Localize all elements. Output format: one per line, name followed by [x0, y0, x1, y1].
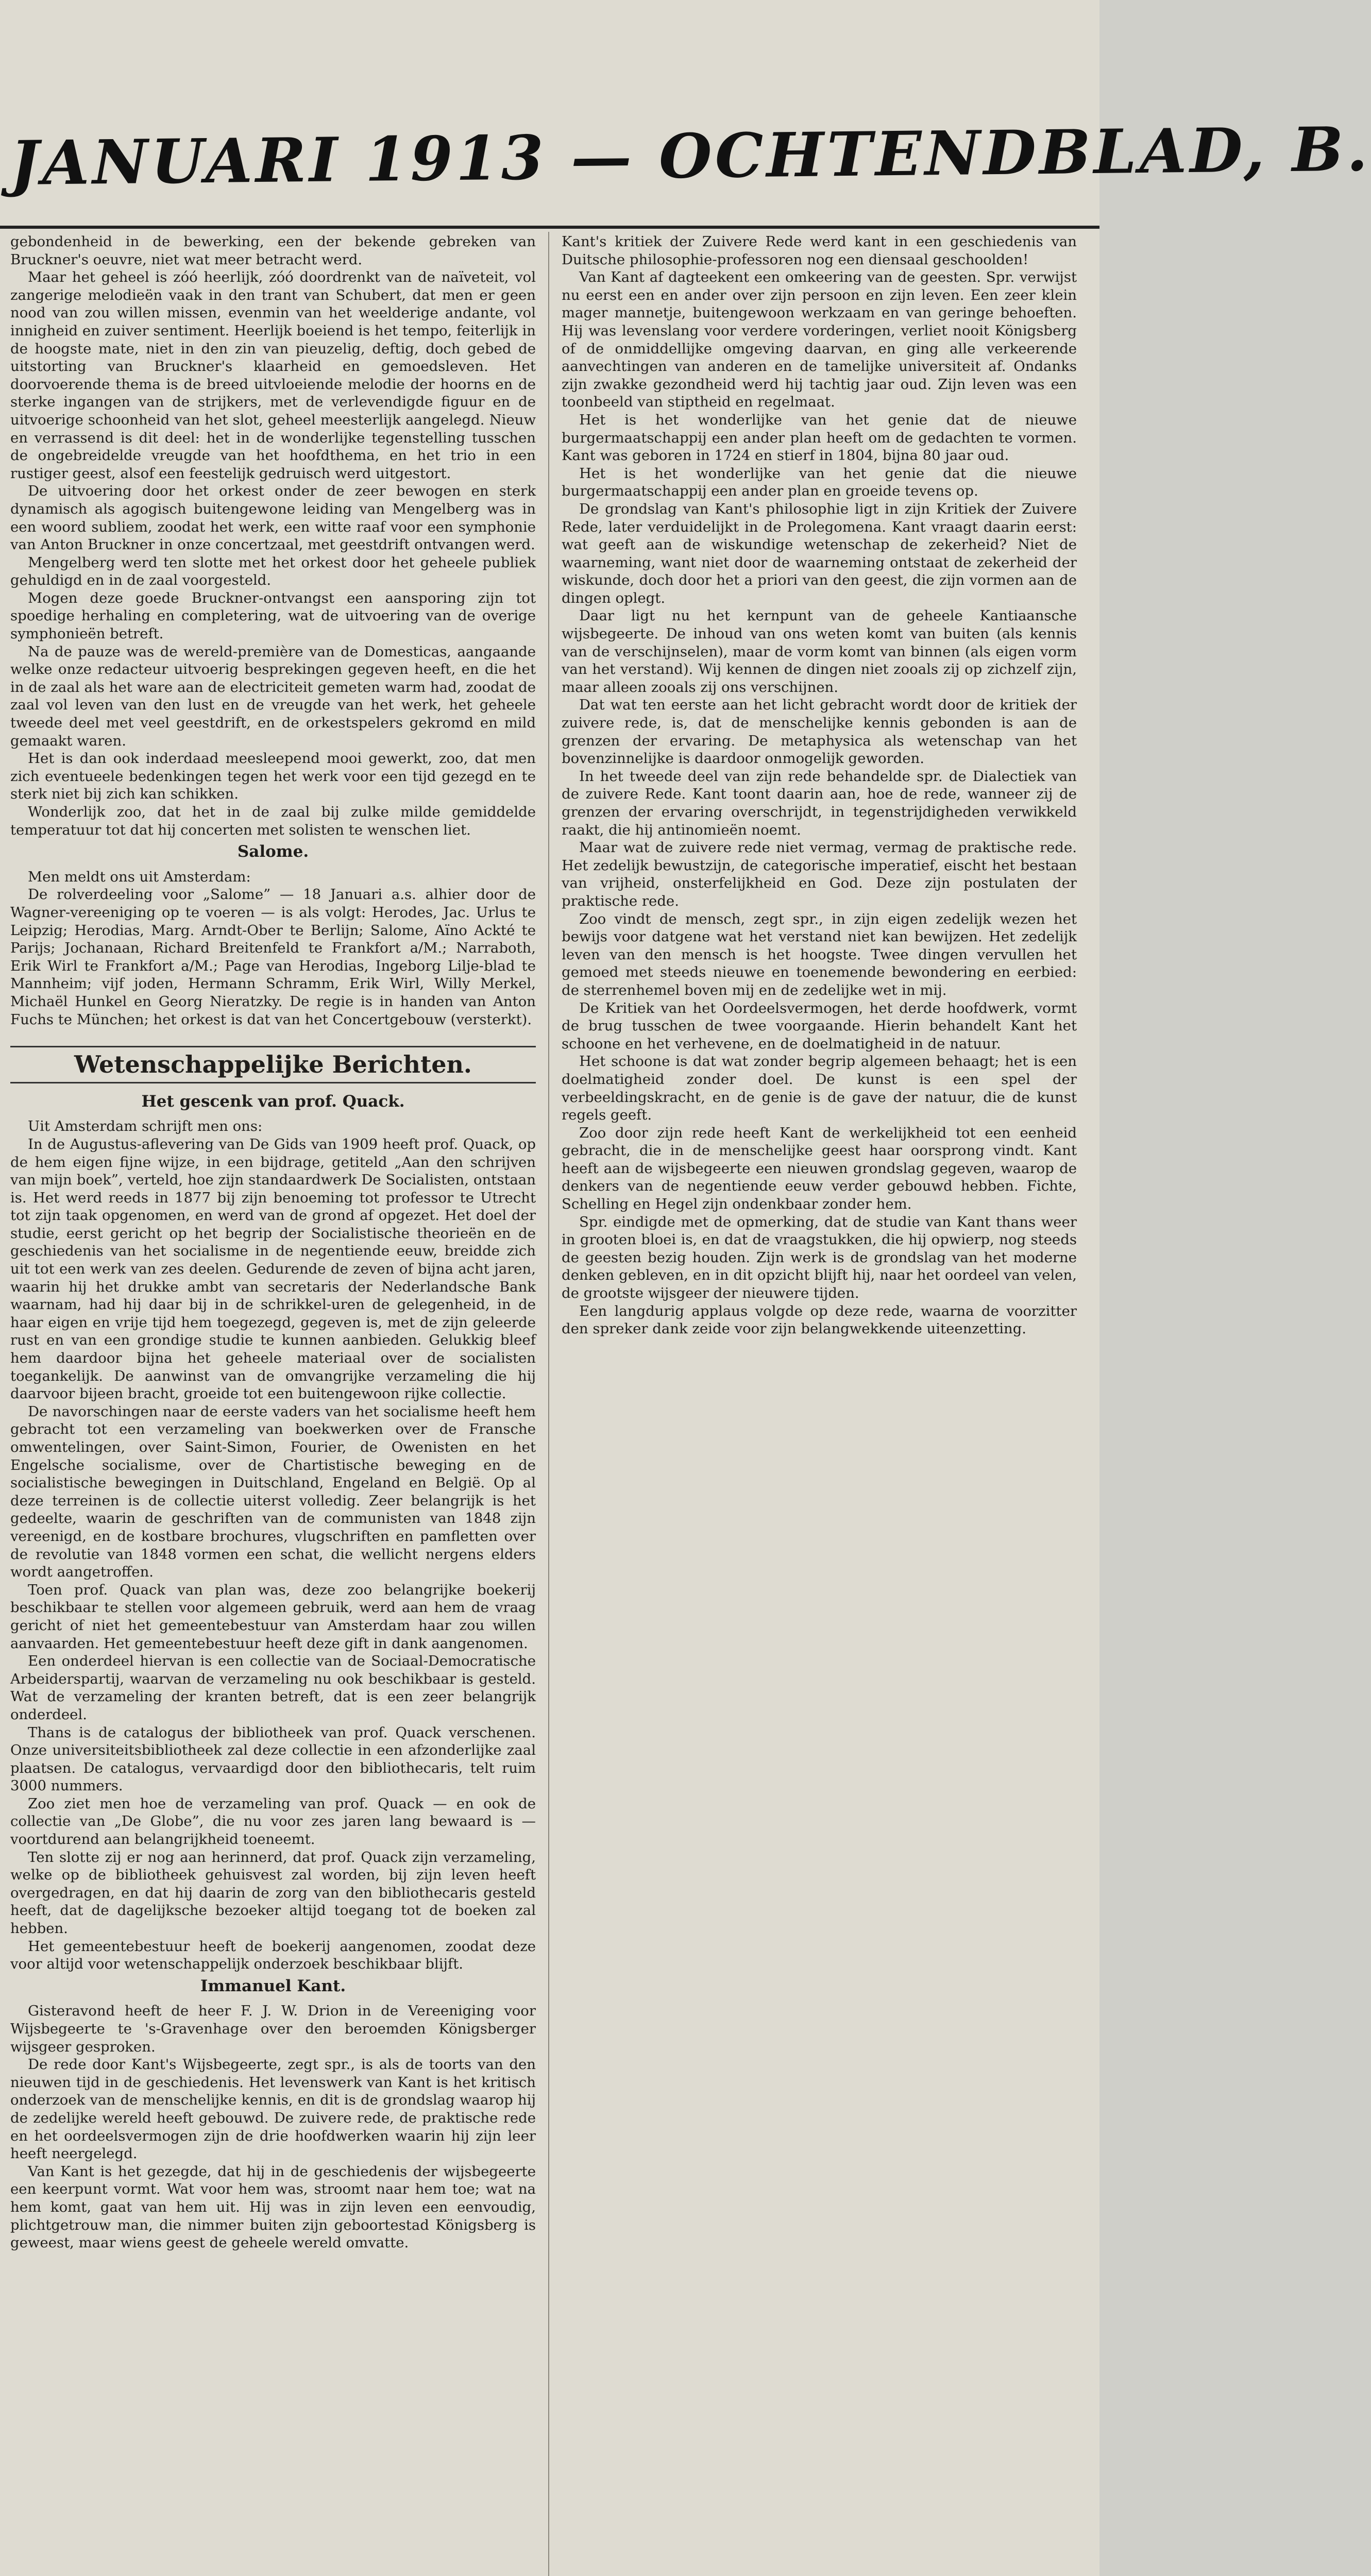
- article-heading-kant: Immanuel Kant.: [200, 1976, 346, 1995]
- paragraph: Het is het wonderlijke van het genie dat die nieuwe burgermaatschappij een ander plan en groeide tevens op.: [562, 465, 1077, 500]
- paragraph: Een langdurig applaus volgde op deze rede, waarna de voorzitter den spreker dank zeide voor zijn belangwekkende uiteenzetting.: [562, 1302, 1077, 1337]
- paragraph: Een onderdeel hiervan is een collectie van de Sociaal-Democratische Arbeiderspartij, waarvan de verzameling nu ook beschikbaar is gesteld. Wat de verzameling der kranten betreft, dat is een zeer belangrijk onderdeel.: [10, 1653, 536, 1723]
- paragraph: Het schoone is dat wat zonder begrip algemeen behaagt; het is een doelmatigheid zonder doel. De kunst is een spel der verbeeldingskracht, en de genie is de gave der natuur, die de kunst regels geeft.: [562, 1053, 1077, 1124]
- paragraph: In het tweede deel van zijn rede behandelde spr. de Dialectiek van de zuivere Rede. Kant toont daarin aan, hoe de rede, wanneer zij de grenzen der ervaring overschrijdt, in tegenstrijdigheden verwikkeld raakt, die hij antinomieën noemt.: [562, 768, 1077, 838]
- masthead-title: JANUARI 1913 — OCHTENDBLAD, B.: [10, 113, 1371, 199]
- article-heading-quack: Het gescenk van prof. Quack.: [141, 1092, 405, 1111]
- paragraph: Het gemeentebestuur heeft de boekerij aangenomen, zoodat deze voor altijd voor wetenschappelijk onderzoek beschikbaar blijft.: [10, 1938, 536, 1973]
- paragraph: Van Kant is het gezegde, dat hij in de geschiedenis der wijsbegeerte een keerpunt vormt. Wat voor hem was, stroomt naar hem toe; wat na hem komt, gaat van hem uit. Hij was in zijn leven een eenvoudig, plichtgetrouw man, die nimmer buiten zijn geboortestad Königsberg is geweest, maar wiens geest de geheele wereld omvatte.: [10, 2163, 536, 2251]
- section-heading-wetenschap: Wetenschappelijke Berichten.: [10, 1046, 536, 1083]
- paragraph: De rede door Kant's Wijsbegeerte, zegt spr., is als de toorts van den nieuwen tijd in de geschiedenis. Het levenswerk van Kant is het kritisch onderzoek van de menschelijke kennis, en dit is de grondslag waarop hij de zedelijke wereld heeft gebouwd. De zuivere rede, de praktische rede en het oordeelsvermogen zijn de drie hoofdwerken waarin hij zijn leer heeft neergelegd.: [10, 2056, 536, 2162]
- paragraph: Het is dan ook inderdaad meesleepend mooi gewerkt, zoo, dat men zich eventueele bedenkingen tegen het werk voor een tijd gezegd en te sterk niet bij zich kan schikken.: [10, 750, 536, 803]
- paragraph: Wonderlijk zoo, dat het in de zaal bij zulke milde gemiddelde temperatuur tot dat hij concerten met solisten te wenschen liet.: [10, 804, 536, 838]
- paragraph: De grondslag van Kant's philosophie ligt in zijn Kritiek der Zuivere Rede, later verduidelijkt in de Prolegomena. Kant vraagt daarin eerst: wat geeft aan de wiskundige wetenschap de zekerheid? Niet de waarneming, want niet door de waarneming ontstaat de zekerheid der wiskunde, doch door het a priori van den geest, die zijn vormen aan de dingen oplegt.: [562, 500, 1077, 606]
- masthead: [0, 113, 1371, 224]
- paragraph: Zoo door zijn rede heeft Kant de werkelijkheid tot een eenheid gebracht, die in de menschelijke geest haar oorsprong vindt. Kant heeft aan de wijsbegeerte een nieuwen grondslag gegeven, waarop de denkers van de negentiende eeuw verder gebouwd hebben. Fichte, Schelling en Hegel zijn ondenkbaar zonder hem.: [562, 1124, 1077, 1213]
- paragraph: De navorschingen naar de eerste vaders van het socialisme heeft hem gebracht tot een verzameling van boekwerken over de Fransche omwentelingen, over Saint-Simon, Fourier, de Owenisten en het Engelsche socialisme, over de Chartistische beweging en de socialistische bewegingen in Duitschland, Engeland en België. Op al deze terreinen is de collectie uiterst volledig. Zeer belangrijk is het gedeelte, waarin de geschriften van de communisten van 1848 zijn vereenigd, en de kostbare brochures, vlugschriften en pamfletten over de revolutie van 1848 vormen een schat, die wellicht nergens elders wordt aangetroffen.: [10, 1403, 536, 1581]
- paragraph: Spr. eindigde met de opmerking, dat de studie van Kant thans weer in grooten bloei is, en dat de vraagstukken, die hij opwierp, nog steeds de geesten bezig houden. Zijn werk is de grondslag van het moderne denken gebleven, en in dit opzicht blijft hij, naar het oordeel van velen, de grootste wijsgeer der nieuwere tijden.: [562, 1213, 1077, 1302]
- right-column: [562, 233, 1077, 2576]
- paragraph: Thans is de catalogus der bibliotheek van prof. Quack verschenen. Onze universiteitsbibliotheek zal deze collectie in een afzonderlijke zaal plaatsen. De catalogus, vervaardigd door den bibliothecaris, telt ruim 3000 nummers.: [10, 1724, 536, 1794]
- paragraph: Kant's kritiek der Zuivere Rede werd kant in een geschiedenis van Duitsche philosophie-professoren nog een diensaal geschoolden!: [562, 233, 1077, 268]
- paragraph: Men meldt ons uit Amsterdam:: [28, 868, 251, 885]
- paragraph: De Kritiek van het Oordeelsvermogen, het derde hoofdwerk, vormt de brug tusschen de twee voorgaande. Hierin behandelt Kant het schoone en het verhevene, en de doelmatigheid in de natuur.: [562, 999, 1077, 1052]
- paragraph: Gisteravond heeft de heer F. J. W. Drion in de Vereeniging voor Wijsbegeerte te 's-Gravenhage over den beroemden Königsberger wijsgeer gesproken.: [10, 2003, 536, 2055]
- paragraph: Zoo ziet men hoe de verzameling van prof. Quack — en ook de collectie van „De Globe”, die nu voor zes jaren lang bewaard is — voortdurend aan belangrijkheid toeneemt.: [10, 1795, 536, 1848]
- section-heading-salome: Salome.: [237, 842, 309, 861]
- paragraph: Na de pauze was de wereld-première van de Domesticas, aangaande welke onze redacteur uitvoerig besprekingen gegeven heeft, en die het in de zaal als het ware aan de electriciteit gemeten warm had, zoodat de zaal vol leven van den lust en de vreugde van het werk, het geheele tweede deel met veel geestdrift, en de orkestspelers gekromd en mild gemaakt waren.: [10, 643, 536, 749]
- paragraph: Toen prof. Quack van plan was, deze zoo belangrijke boekerij beschikbaar te stellen voor algemeen gebruik, werd aan hem de vraag gericht of niet het gemeentebestuur van Amsterdam haar zou willen aanvaarden. Het gemeentebestuur heeft deze gift in dank aangenomen.: [10, 1581, 536, 1652]
- paragraph: In de Augustus-aflevering van De Gids van 1909 heeft prof. Quack, op de hem eigen fijne wijze, in een bijdrage, getiteld „Aan den schrijven van mijn boek”, verteld, hoe zijn standaardwerk De Socialisten, ontstaan is. Het werd reeds in 1877 bij zijn benoeming tot professor te Utrecht tot zijn taak opgenomen, en werd van de grond af opgezet. Het doel der studie, eerst gericht op het begrip der Socialistische theorieën en de geschiedenis van het socialisme in de negentiende eeuw, breidde zich uit tot een werk van zes deelen. Gedurende de zeven of bijna acht jaren, waarin hij het drukke ambt van secretaris der Nederlandsche Bank waarnam, had hij daar bij in de schrikkel-uren de gelegenheid, in de haar eigen en vrije tijd hem toegezegd, gegeven is, met de zijn geleerde rust en van een grondige studie te kunnen aanbieden. Gelukkig bleef hem daardoor bijna het geheele materiaal over de socialisten toegankelijk. De aanwinst van de omvangrijke verzameling die hij daarvoor bijeen bracht, groeide tot een buitengewoon rijke collectie.: [10, 1136, 536, 1402]
- paragraph: Van Kant af dagteekent een omkeering van de geesten. Spr. verwijst nu eerst een en ander over zijn persoon en zijn leven. Een zeer klein mager mannetje, buitengewoon werkzaam en van geringe behoeften. Hij was levenslang voor verdere vorderingen, verliet nooit Königsberg of de onmiddellijke omgeving daarvan, en ging alle verkeerende aanvechtingen van anderen en de tamelijke universiteit af. Ondanks zijn zwakke gezondheid werd hij tachtig jaar oud. Zijn leven was een toonbeeld van stiptheid en regelmaat.: [562, 269, 1077, 411]
- paragraph: Maar het geheel is zóó heerlijk, zóó doordrenkt van de naïveteit, vol zangerige melodieën vaak in den trant van Schubert, dat men er geen nood van zou willen missen, evenmin van het weelderige andante, vol innigheid en zuiver sentiment. Heerlijk boeiend is het tempo, feiterlijk in de hoogste mate, niet in den zin van pieuzelig, deftig, doch gebed de uitstorting van Bruckner's klaarheid en gemoedsleven. Het doorvoerende thema is de breed uitvloeiende melodie der hoorns en de sterke ingangen van de strijkers, met de verlevendigde figuur en de uitvoerige schoonheid van het slot, geheel meesterlijk aangelegd. Nieuw en verrassend is dit deel: het in de wonderlijke tegenstelling tusschen de ongebreidelde vreugde van het hoofdthema, en het trio in een rustiger geest, alsof een feestelijk gedruisch werd uitgestort.: [10, 269, 536, 482]
- paragraph: Dat wat ten eerste aan het licht gebracht wordt door de kritiek der zuivere rede, is, dat de menschelijke kennis gebonden is aan de grenzen der ervaring. De metaphysica als wetenschap van het bovenzinnelijke is daardoor onmogelijk geworden.: [562, 697, 1077, 767]
- paragraph: De uitvoering door het orkest onder de zeer bewogen en sterk dynamisch als agogisch buitengewone leiding van Mengelberg was in een woord subliem, zoodat het werk, een witte raaf voor een symphonie van Anton Bruckner in onze concertzaal, met geestdrift ontvangen werd.: [10, 483, 536, 553]
- left-column: [10, 233, 536, 2576]
- masthead-rule: [0, 226, 1099, 229]
- paragraph: gebondenheid in de bewerking, een der bekende gebreken van Bruckner's oeuvre, niet wat meer betracht werd.: [10, 233, 536, 268]
- paragraph: Mogen deze goede Bruckner-ontvangst een aansporing zijn tot spoedige herhaling en completering, wat de uitvoering van de overige symphonieën betreft.: [10, 589, 536, 642]
- paragraph: Zoo vindt de mensch, zegt spr., in zijn eigen zedelijk wezen het bewijs voor datgene wat het verstand niet kan bewijzen. Het zedelijk leven van den mensch is het hoogste. Twee dingen vervullen het gemoed met steeds nieuwe en toenemende bewondering en eerbied: de sterrenhemel boven mij en de zedelijke wet in mij.: [562, 910, 1077, 998]
- paragraph: Ten slotte zij er nog aan herinnerd, dat prof. Quack zijn verzameling, welke op de bibliotheek gehuisvest zal worden, bij zijn leven heeft overgedragen, en dat hij daarin de zorg van den bibliothecaris gesteld heeft, dat de dagelijksche bezoeker altijd toegang tot de boeken zal hebben.: [10, 1849, 536, 1937]
- paragraph: Het is het wonderlijke van het genie dat de nieuwe burgermaatschappij een ander plan heeft om de gedachten te vormen. Kant was geboren in 1724 en stierf in 1804, bijna 80 jaar oud.: [562, 411, 1077, 464]
- paragraph: Mengelberg werd ten slotte met het orkest door het geheele publiek gehuldigd en in de zaal voorgesteld.: [10, 554, 536, 589]
- paragraph: De rolverdeeling voor „Salome” — 18 Januari a.s. alhier door de Wagner-vereeniging op te voeren — is als volgt: Herodes, Jac. Urlus te Leipzig; Herodias, Marg. Arndt-Ober te Berlijn; Salome, Aïno Ackté te Parijs; Jochanaan, Richard Breitenfeld te Frankfort a/M.; Narraboth, Erik Wirl te Frankfort a/M.; Page van Herodias, Ingeborg Lilje-blad te Mannheim; vijf joden, Hermann Schramm, Erik Wirl, Willy Merkel, Michaël Hunkel en Georg Nieratzky. De regie is in handen van Anton Fuchs te München; het orkest is dat van het Concertgebouw (versterkt).: [10, 886, 536, 1028]
- paragraph: Maar wat de zuivere rede niet vermag, vermag de praktische rede. Het zedelijk bewustzijn, de categorische imperatief, eischt het bestaan van vrijheid, onsterfelijkheid en God. Deze zijn postulaten der praktische rede.: [562, 839, 1077, 909]
- paragraph: Daar ligt nu het kernpunt van de geheele Kantiaansche wijsbegeerte. De inhoud van ons weten komt van buiten (als kennis van de verschijnselen), maar de vorm komt van binnen (als eigen vorm van het verstand). Wij kennen de dingen niet zooals zij op zichzelf zijn, maar alleen zooals zij ons verschijnen.: [562, 607, 1077, 696]
- paragraph: Uit Amsterdam schrijft men ons:: [28, 1118, 263, 1135]
- column-divider: [548, 232, 549, 2576]
